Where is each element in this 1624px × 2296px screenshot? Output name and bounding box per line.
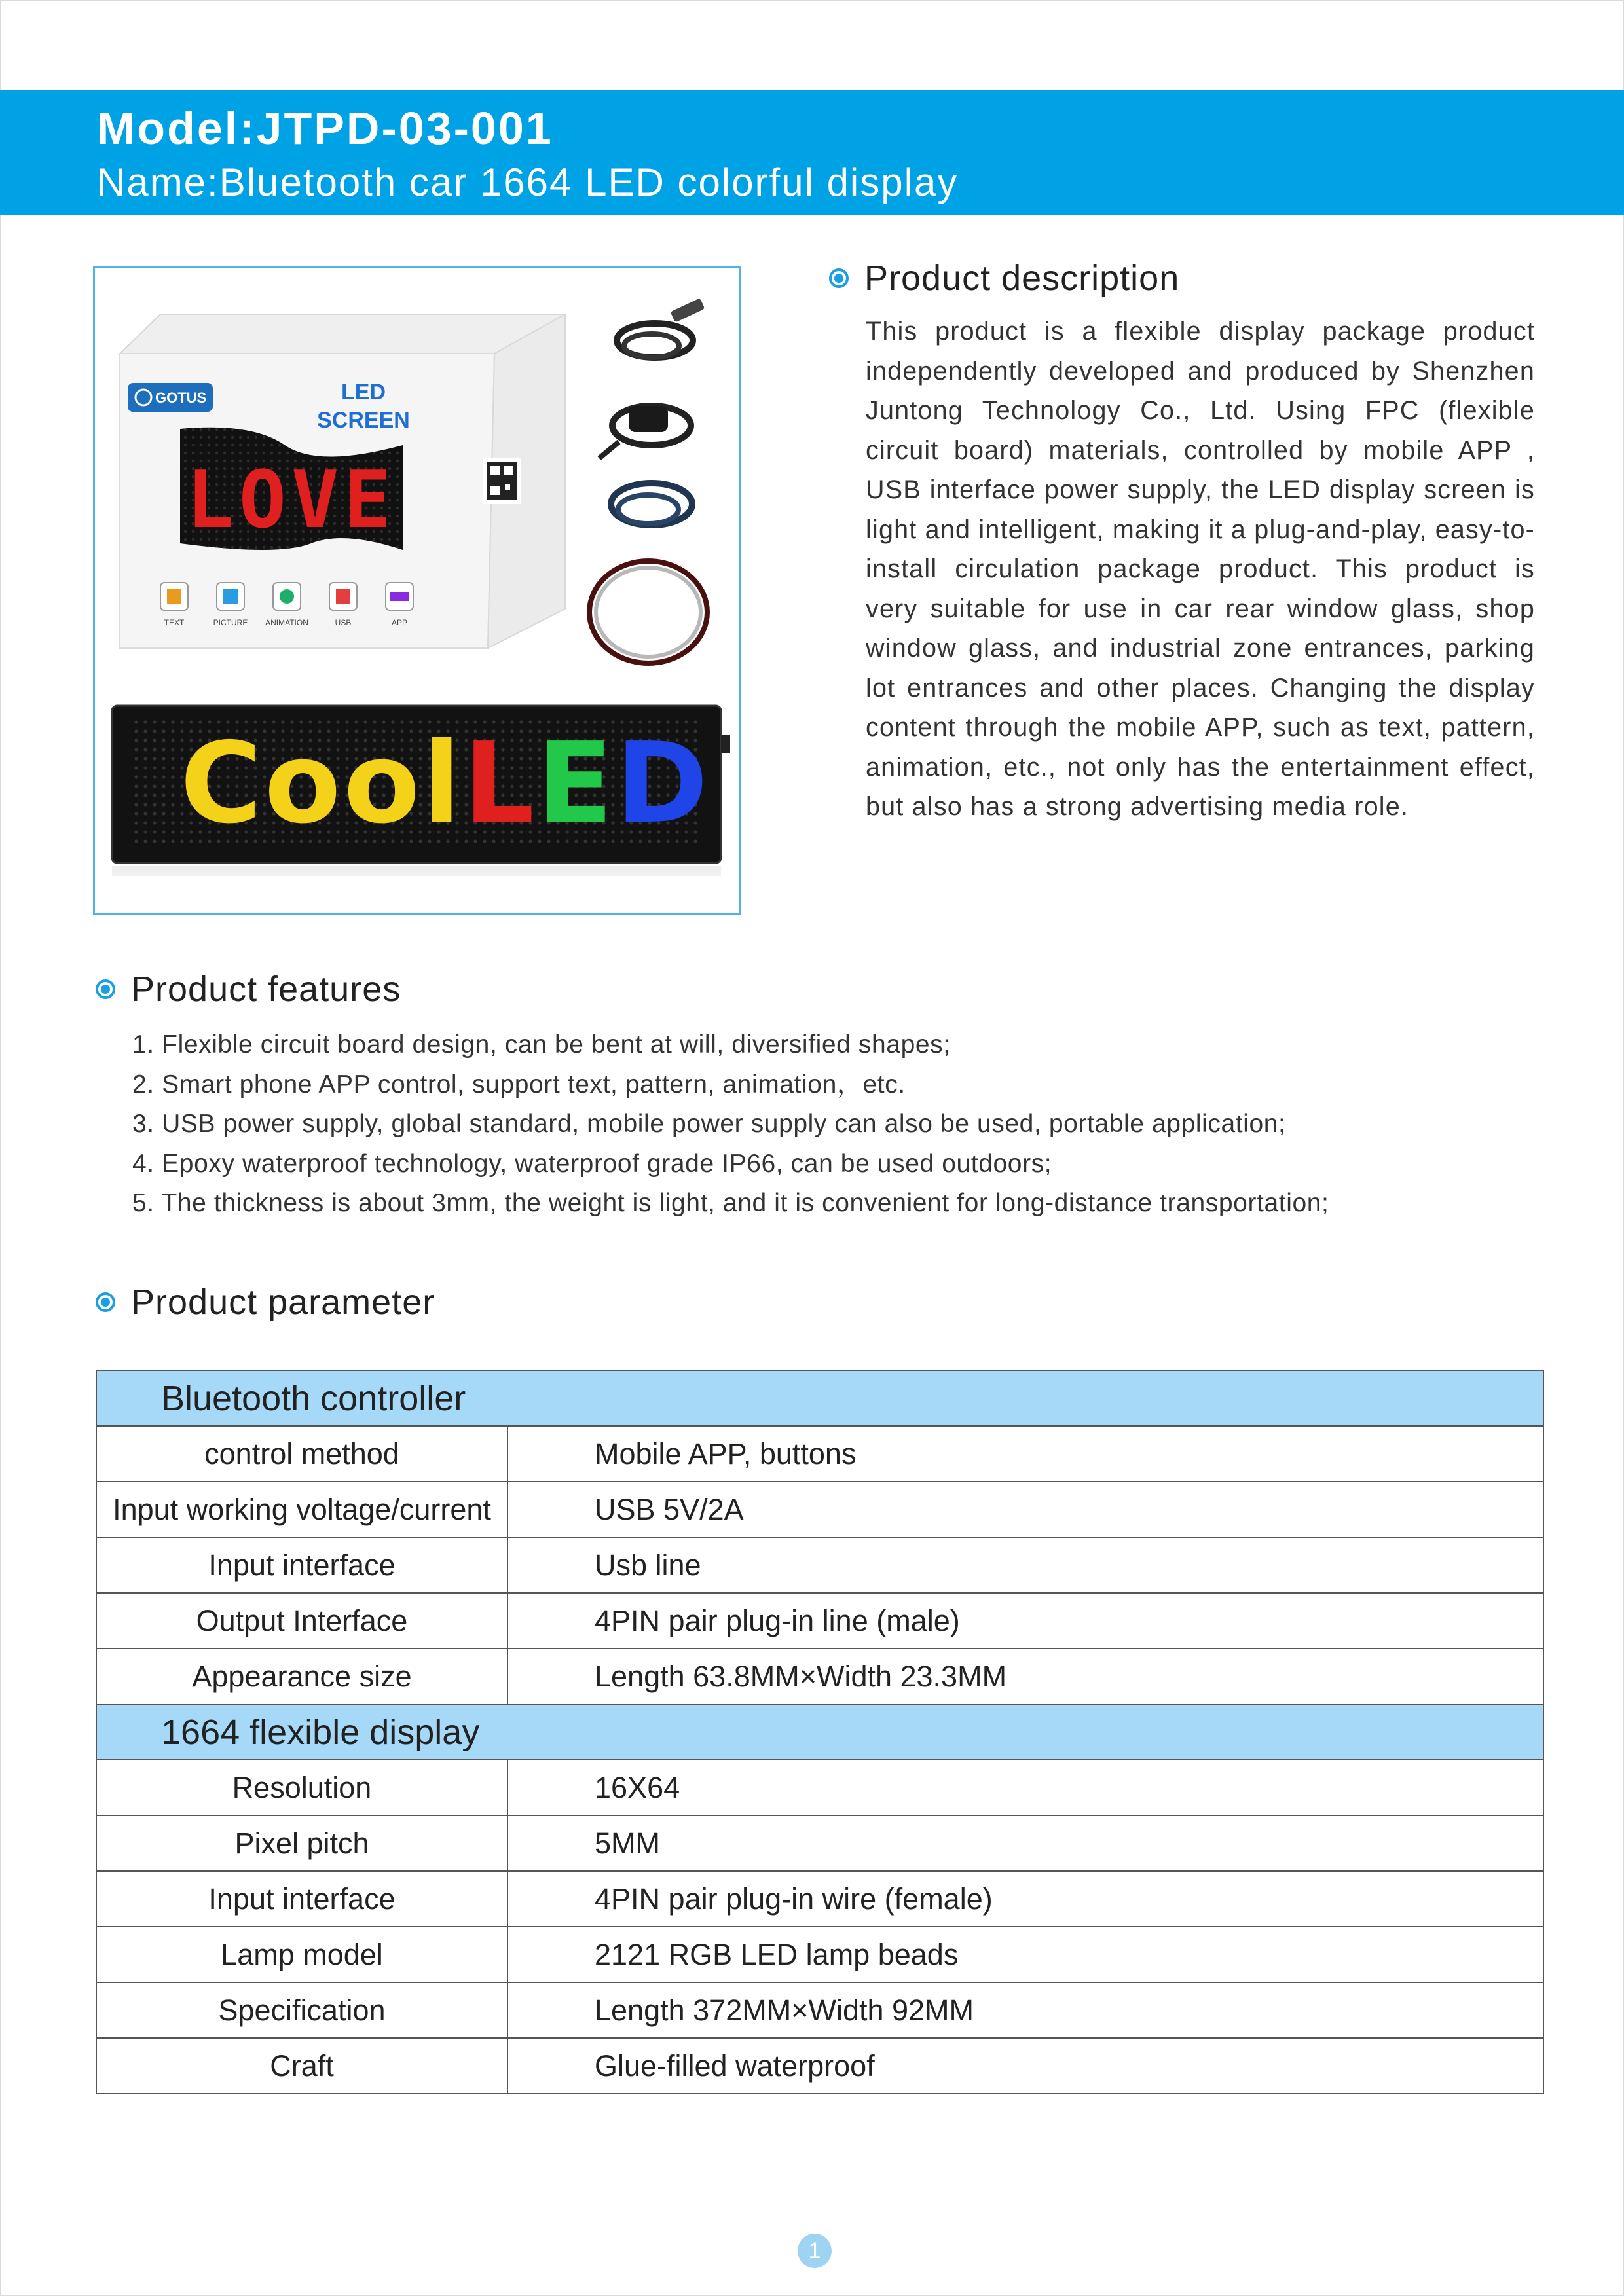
- table-row: [96, 1537, 1543, 1593]
- model-title: Model:JTPD-03-001: [97, 103, 553, 154]
- usb-cable-icon: [617, 298, 705, 357]
- product-name: Name:Bluetooth car 1664 LED colorful display: [97, 160, 959, 204]
- features-heading: [96, 969, 401, 1010]
- param-value: USB 5V/2A: [507, 1482, 1543, 1537]
- param-key: Input working voltage/current: [96, 1482, 507, 1537]
- header-band: [0, 90, 1624, 215]
- text-mode-icon: [160, 583, 188, 610]
- features-list: [132, 1025, 1329, 1224]
- led-panel: [112, 706, 730, 876]
- box-word-love: LOVE: [186, 455, 397, 546]
- param-key: Pixel pitch: [96, 1815, 507, 1871]
- param-value: 4PIN pair plug-in wire (female): [507, 1871, 1543, 1927]
- brand-label: GOTUS: [155, 390, 207, 406]
- svg-text:APP: APP: [391, 618, 408, 627]
- tape-roll-icon: [589, 561, 707, 663]
- parameter-heading-label: Product parameter: [131, 1283, 435, 1322]
- feature-item: 1. Flexible circuit board design, can be bent at will, diversified shapes;: [132, 1030, 951, 1059]
- section-bullet-icon: [829, 268, 849, 288]
- parameter-table: [96, 1370, 1544, 2094]
- app-mode-icon: [386, 583, 413, 610]
- svg-text:USB: USB: [335, 618, 352, 627]
- param-value: Length 63.8MM×Width 23.3MM: [507, 1649, 1543, 1704]
- group-title: 1664 flexible display: [96, 1704, 1543, 1760]
- svg-text:PICTURE: PICTURE: [213, 618, 248, 627]
- feature-item: 4. Epoxy waterproof technology, waterproof grade IP66, can be used outdoors;: [132, 1149, 1052, 1178]
- table-row: [96, 1426, 1543, 1482]
- animation-mode-icon: [273, 583, 301, 610]
- feature-item: 2. Smart phone APP control, support text, pattern, animation，etc.: [132, 1070, 906, 1099]
- feature-item: 5. The thickness is about 3mm, the weight is light, and it is convenient for long-distance transportation;: [132, 1189, 1329, 1217]
- qr-code-icon: [483, 458, 521, 504]
- section-bullet-icon: [96, 1292, 115, 1312]
- param-key: Craft: [96, 2038, 507, 2094]
- product-photo-illustration: [95, 268, 739, 913]
- panel-text: CoolLED: [180, 719, 711, 848]
- controller-cable-icon: [599, 406, 691, 458]
- param-value: Usb line: [507, 1537, 1543, 1593]
- param-value: 4PIN pair plug-in line (male): [507, 1593, 1543, 1649]
- usb-mode-icon: [329, 583, 357, 610]
- table-row: [96, 2038, 1543, 2094]
- table-row: [96, 1815, 1543, 1871]
- param-value: Mobile APP, buttons: [507, 1426, 1543, 1482]
- param-key: Input interface: [96, 1871, 507, 1927]
- param-value: 5MM: [507, 1815, 1543, 1871]
- param-key: Output Interface: [96, 1593, 507, 1649]
- feature-item: 3. USB power supply, global standard, mobile power supply can also be used, portable application;: [132, 1110, 1286, 1138]
- table-row: [96, 1482, 1543, 1537]
- svg-text:ANIMATION: ANIMATION: [265, 618, 308, 627]
- table-row: [96, 1649, 1543, 1704]
- table-group-header: [96, 1704, 1543, 1760]
- features-heading-label: Product features: [131, 970, 401, 1009]
- description-heading: [829, 258, 1179, 299]
- param-key: Specification: [96, 1982, 507, 2038]
- section-bullet-icon: [96, 979, 115, 999]
- box-title-screen: SCREEN: [317, 408, 410, 433]
- table-group-header: [96, 1370, 1543, 1426]
- param-key: Resolution: [96, 1760, 507, 1815]
- product-photo: [93, 266, 741, 915]
- box-title-led: LED: [341, 380, 386, 405]
- param-value: 16X64: [507, 1760, 1543, 1815]
- page-number: 1: [798, 2234, 832, 2268]
- param-value: Glue-filled waterproof: [507, 2038, 1543, 2094]
- brand-badge: [128, 383, 213, 412]
- table-row: [96, 1927, 1543, 1982]
- group-title: Bluetooth controller: [96, 1370, 1543, 1426]
- table-row: [96, 1871, 1543, 1927]
- table-row: [96, 1593, 1543, 1649]
- description-text: This product is a flexible display package product independently developed and produced by Shenzhen Juntong Technology Co., Ltd. Using FPC (flexible circuit board) materials, controlled by mobile APP , USB interface power supply, the LED display screen is light and intelligent, making it a plug-and-play, easy-to-install circulation package product. This product is very suitable for use in car rear window glass, shop window glass, and industrial zone entrances, parking lot entrances and other places. Changing the display content through the mobile APP, such as text, pattern, animation, etc., not only has the entertainment effect, but also has a strong advertising media role.: [866, 317, 1535, 821]
- param-key: control method: [96, 1426, 507, 1482]
- param-value: Length 372MM×Width 92MM: [507, 1982, 1543, 2038]
- table-row: [96, 1982, 1543, 2038]
- table-row: [96, 1760, 1543, 1815]
- extension-cable-icon: [611, 483, 692, 525]
- param-value: 2121 RGB LED lamp beads: [507, 1927, 1543, 1982]
- picture-mode-icon: [217, 583, 244, 610]
- svg-text:TEXT: TEXT: [164, 618, 185, 627]
- description-heading-label: Product description: [864, 259, 1180, 298]
- param-key: Appearance size: [96, 1649, 507, 1704]
- parameter-heading: [96, 1282, 435, 1322]
- param-key: Lamp model: [96, 1927, 507, 1982]
- param-key: Input interface: [96, 1537, 507, 1593]
